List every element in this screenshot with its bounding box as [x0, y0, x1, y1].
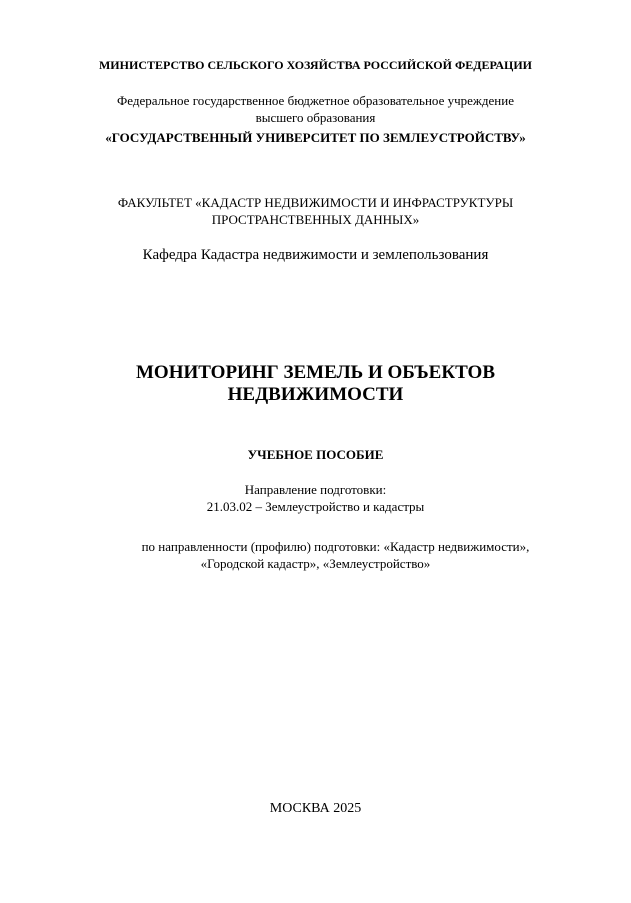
direction-label: Направление подготовки: [244, 482, 387, 497]
ministry-heading: МИНИСТЕРСТВО СЕЛЬСКОГО ХОЗЯЙСТВА РОССИЙСКОЙ ФЕДЕРАЦИИ [98, 58, 532, 72]
document-title-line2: НЕДВИЖИМОСТИ [227, 384, 404, 405]
city-year: МОСКВА 2025 [269, 801, 362, 816]
institution-type-line1: Федеральное государственное бюджетное образовательное учреждение [117, 93, 514, 108]
university-name: «ГОСУДАРСТВЕННЫЙ УНИВЕРСИТЕТ ПО ЗЕМЛЕУСТРОЙСТВУ» [105, 130, 526, 145]
direction-value: 21.03.02 – Землеустройство и кадастры [206, 499, 425, 514]
document-title-line1: МОНИТОРИНГ ЗЕМЕЛЬ И ОБЪЕКТОВ [135, 362, 495, 383]
institution-type-line2: высшего образования [255, 110, 376, 125]
profile-line1: по направленности (профилю) подготовки: «Кадастр недвижимости», [141, 539, 530, 554]
faculty-line1: ФАКУЛЬТЕТ «КАДАСТР НЕДВИЖИМОСТИ И ИНФРАСТРУКТУРЫ [117, 195, 514, 210]
document-type: УЧЕБНОЕ ПОСОБИЕ [247, 447, 384, 462]
profile-line2: «Городской кадастр», «Землеустройство» [200, 556, 431, 571]
department-name: Кафедра Кадастра недвижимости и землепользования [142, 247, 489, 263]
faculty-line2: ПРОСТРАНСТВЕННЫХ ДАННЫХ» [211, 212, 420, 227]
